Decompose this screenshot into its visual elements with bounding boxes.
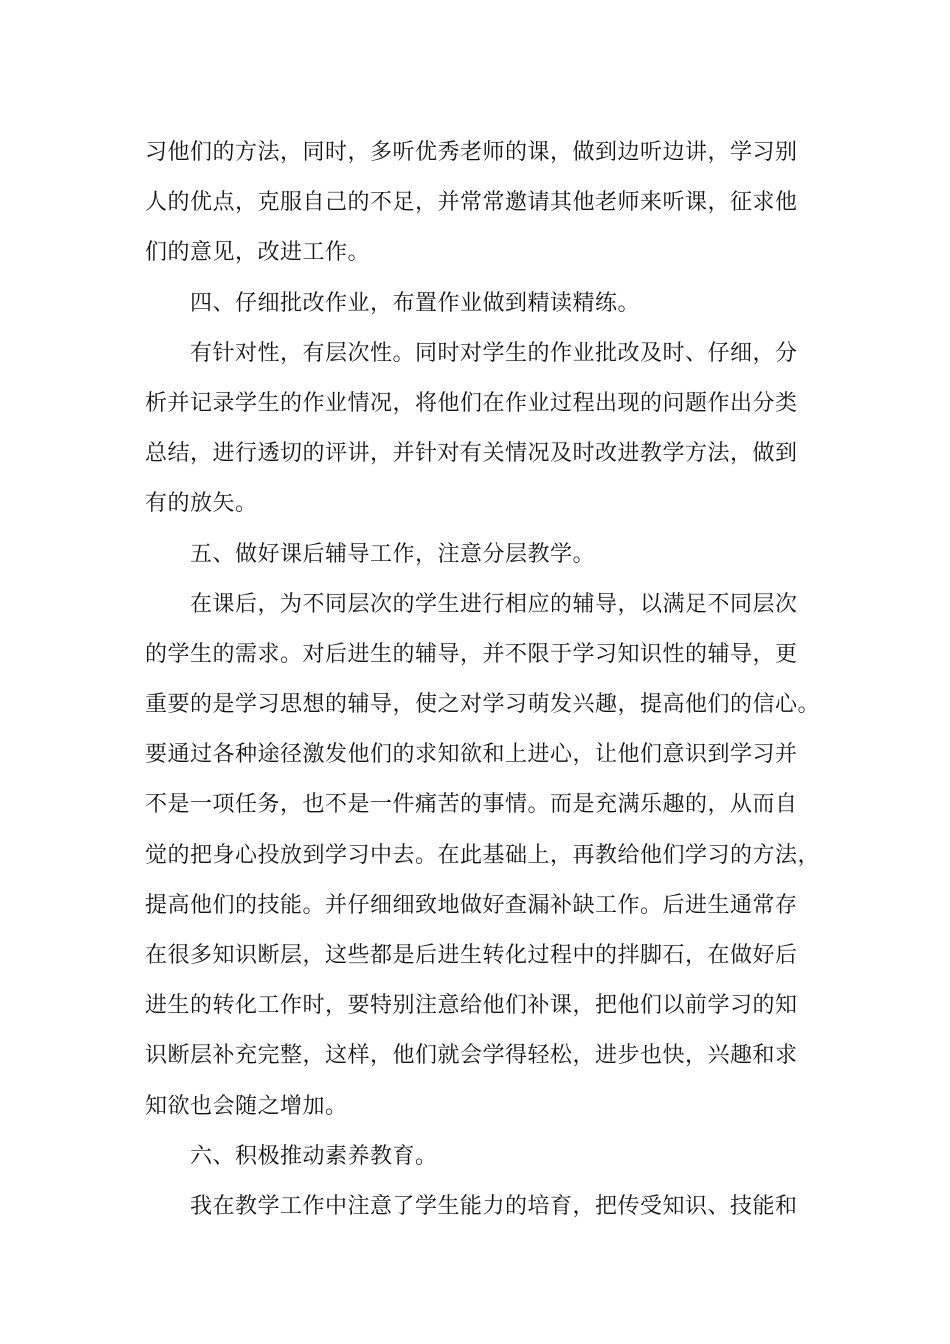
text-line: 觉的把身心投放到学习中去。在此基础上，再教给他们学习的方法， (145, 842, 821, 868)
text-line: 在课后，为不同层次的学生进行相应的辅导，以满足不同层次 (190, 591, 798, 617)
text-line: 有的放矢。 (145, 491, 258, 517)
section-heading: 五、做好课后辅导工作，注意分层教学。 (190, 541, 596, 567)
text-line: 我在教学工作中注意了学生能力的培育，把传受知识、技能和 (190, 1193, 798, 1219)
text-line: 有针对性，有层次性。同时对学生的作业批改及时、仔细，分 (190, 340, 798, 366)
text-line: 总结，进行透切的评讲，并针对有关情况及时改进教学方法，做到 (145, 441, 798, 467)
text-line: 的学生的需求。对后进生的辅导，并不限于学习知识性的辅导，更 (145, 641, 798, 667)
section-heading: 六、积极推动素养教育。 (190, 1143, 438, 1169)
text-line: 要通过各种途径激发他们的求知欲和上进心，让他们意识到学习并 (145, 742, 798, 768)
text-line: 知欲也会随之增加。 (145, 1093, 348, 1119)
text-line: 人的优点，克服自己的不足，并常常邀请其他老师来听课，征求他 (145, 190, 798, 216)
text-line: 析并记录学生的作业情况，将他们在作业过程出现的问题作出分类 (145, 390, 798, 416)
document-body (145, 128, 825, 1232)
text-line: 习他们的方法，同时，多听优秀老师的课，做到边听边讲，学习别 (145, 140, 798, 165)
text-line: 重要的是学习思想的辅导，使之对学习萌发兴趣，提高他们的信心。 (145, 692, 821, 718)
section-heading: 四、仔细批改作业，布置作业做到精读精练。 (190, 290, 641, 316)
text-line: 进生的转化工作时，要特别注意给他们补课，把他们以前学习的知 (145, 993, 798, 1019)
text-line: 不是一项任务，也不是一件痛苦的事情。而是充满乐趣的，从而自 (145, 792, 798, 818)
text-line: 提高他们的技能。并仔细细致地做好查漏补缺工作。后进生通常存 (145, 892, 798, 918)
text-line: 在很多知识断层，这些都是后进生转化过程中的拌脚石，在做好后 (145, 943, 798, 968)
text-line: 识断层补充完整，这样，他们就会学得轻松，进步也快，兴趣和求 (145, 1043, 798, 1069)
text-line: 们的意见，改进工作。 (145, 240, 371, 266)
